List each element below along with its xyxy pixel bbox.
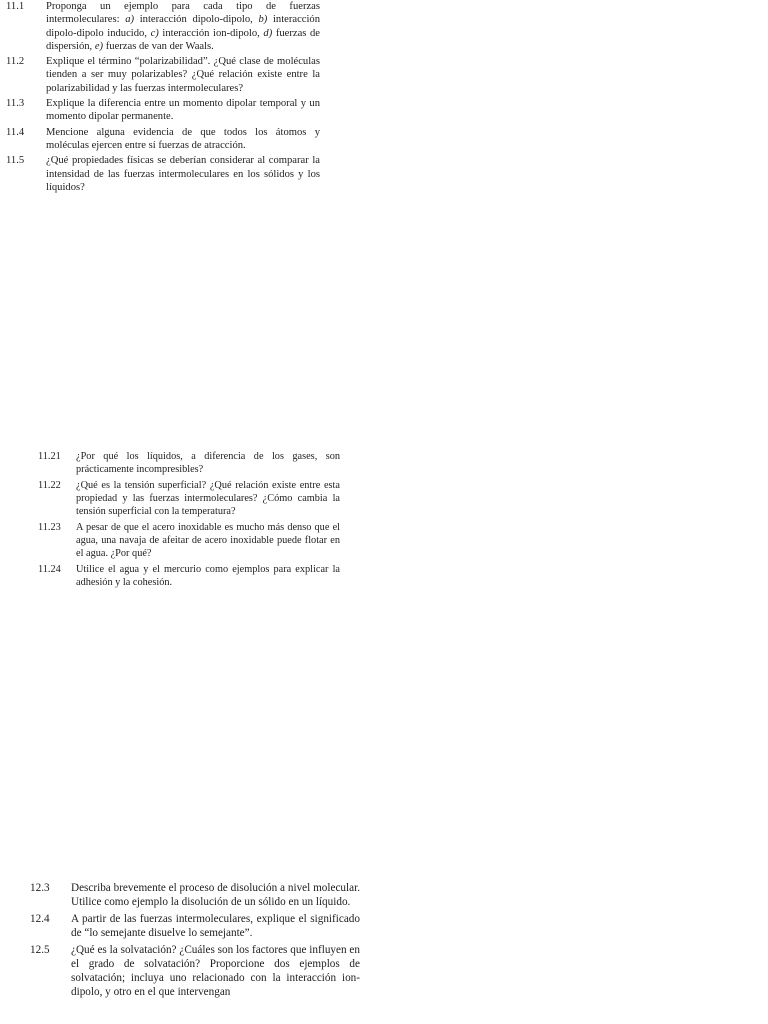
question-text: ¿Qué es la tensión superficial? ¿Qué relación existe entre esta propiedad y las fuerzas intermoleculares? ¿Cómo cambia la tensión superficial con la temperatura? <box>76 479 340 518</box>
question-number: 11.1 <box>6 1 25 12</box>
question-number: 11.24 <box>38 564 61 576</box>
question-12-5 <box>30 943 360 1000</box>
question-text: Describa brevemente el proceso de disolución a nivel molecular. Utilice como ejemplo la disolución de un sólido en un líquido. <box>71 882 360 909</box>
question-text: A pesar de que el acero inoxidable es mucho más denso que el agua, una navaja de afeitar de acero inoxidable puede flotar en el agua. ¿Por qué? <box>76 522 340 560</box>
question-text: Explique la diferencia entre un momento dipolar temporal y un momento dipolar permanente. <box>46 98 320 123</box>
question-11-2 <box>6 55 320 95</box>
question-number: 11.5 <box>6 155 25 167</box>
question-11-4 <box>6 126 320 153</box>
question-number: 12.5 <box>30 943 50 956</box>
questions-block-11-1-to-11-5 <box>6 0 320 196</box>
question-11-3 <box>6 97 320 124</box>
question-11-24 <box>38 563 340 589</box>
question-text: ¿Qué es la solvatación? ¿Cuáles son los factores que influyen en el grado de solvatación? Proporcione dos ejemplos de solvatación; incluya uno relacionado con la interacción ion-dipolo, y otro en el que intervengan <box>71 943 360 999</box>
question-number: 11.22 <box>38 479 61 491</box>
question-text: Explique el término “polarizabilidad”. ¿Qué clase de moléculas tienden a ser muy polarizables? ¿Qué relación existe entre la polarizabilidad y las fuerzas intermoleculares? <box>46 56 320 94</box>
question-12-3 <box>30 881 360 909</box>
question-text: ¿Qué propiedades físicas se deberían considerar al comparar la intensidad de las fuerzas intermoleculares en los sólidos y los líquidos? <box>46 155 320 193</box>
question-text: Mencione alguna evidencia de que todos los átomos y moléculas ejercen entre sí fuerzas de atracción. <box>46 126 320 151</box>
question-11-5 <box>6 154 320 194</box>
question-number: 11.2 <box>6 56 25 68</box>
question-text: Utilice el agua y el mercurio como ejemplos para explicar la adhesión y la cohesión. <box>76 564 340 589</box>
question-number: 11.21 <box>38 451 61 462</box>
question-11-23 <box>38 521 340 561</box>
question-text: ¿Por qué los líquidos, a diferencia de los gases, son prácticamente incompresibles? <box>76 451 340 476</box>
question-text: A partir de las fuerzas intermoleculares, explique el significado de “lo semejante disuelve lo semejante”. <box>71 912 360 940</box>
question-number: 11.4 <box>6 126 25 138</box>
question-11-21 <box>38 450 340 476</box>
question-number: 12.3 <box>30 882 50 894</box>
question-number: 12.4 <box>30 912 50 925</box>
question-12-4 <box>30 912 360 940</box>
question-11-22 <box>38 479 340 519</box>
questions-block-12-3-to-12-5 <box>30 881 360 1002</box>
cropped-text-line <box>6 241 320 245</box>
questions-block-11-21-to-11-24 <box>38 450 340 592</box>
question-number: 11.23 <box>38 522 61 534</box>
question-11-1 <box>6 0 320 53</box>
question-text: Proponga un ejemplo para cada tipo de fuerzas intermoleculares: a) interacción dipolo-dipolo, b) interacción dipolo-dipolo inducido, c) interacción ion-dipolo, d) fuerzas de dispersión, e) fuerzas de van der Waals. <box>46 1 321 52</box>
question-number: 11.3 <box>6 98 25 110</box>
